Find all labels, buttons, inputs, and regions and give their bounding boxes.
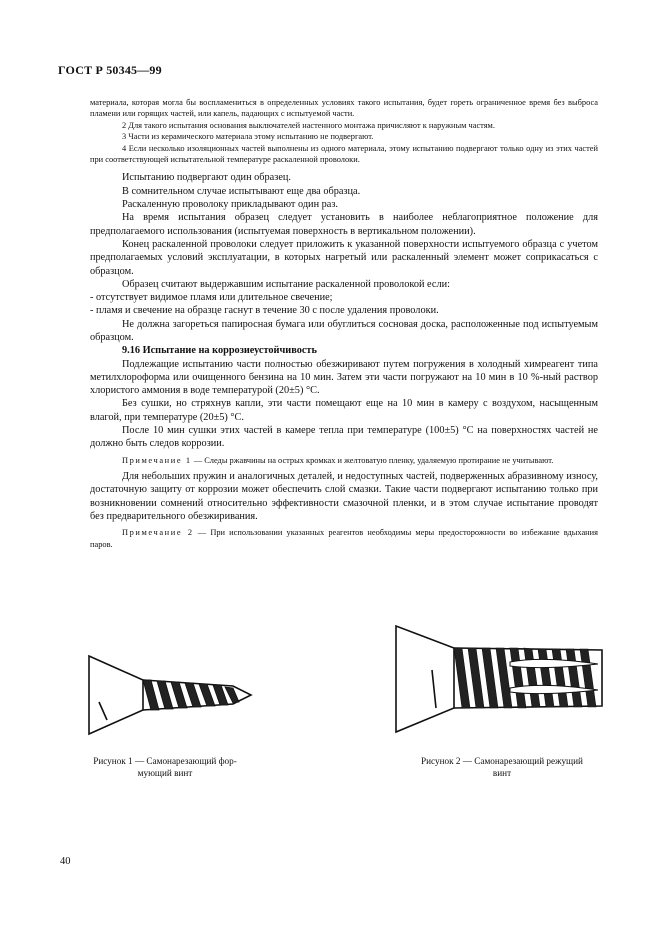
paragraph: В сомнительном случае испытывают еще два образца. bbox=[122, 185, 361, 197]
paragraph: Конец раскаленной проволоки следует приложить к указанной поверхности испытуемого образца с учетом предполагаемых условий эксплуатации, в которых нагретый или раскаленный элемент может соприкасаться с образцом. bbox=[90, 238, 598, 277]
page-number: 40 bbox=[60, 856, 71, 867]
continued-paragraph: материала, которая могла бы воспламениться в определенных условиях такого испытания, будет гореть ограниченное время без выброса пламени или горящих частей, или капель, падающих с испытуемой части. bbox=[90, 98, 598, 119]
paragraph: Для небольших пружин и аналогичных деталей, и недоступных частей, подверженных абразивному износу, достаточную защиту от коррозии может обеспечить слой смазки. Такие части подвергают испытанию только при возникновении сомнений относительно эффективности смазочной пленки, и в этом случае испытание проводят без предварительного обезжиривания. bbox=[90, 471, 598, 522]
paragraph: Испытанию подвергают один образец. bbox=[122, 172, 291, 184]
figure-2-screw-drawing bbox=[392, 622, 607, 737]
note-2 bbox=[90, 527, 598, 550]
list-item: - пламя и свечение на образце гаснут в течение 30 с после удаления проволоки. bbox=[90, 305, 439, 317]
note-1-text: — Следы ржавчины на острых кромках и желтоватую пленку, удаляемую протирание не учитывают. bbox=[191, 455, 554, 465]
figure-1-caption bbox=[60, 756, 270, 779]
paragraph: После 10 мин сушки этих частей в камере тепла при температуре (100±5) °С на поверхностях частей не должно быть следов коррозии. bbox=[90, 425, 598, 450]
note-3-small: 3 Части из керамического материала этому испытанию не подвергают. bbox=[122, 132, 374, 142]
paragraph: Подлежащие испытанию части полностью обезжиривают путем погружения в холодный химреагент типа метилхлороформа или очищенного бензина на 10 мин. Затем эти части погружают на 10 мин в 10 %-ный раствор хлористого аммония в воде температурой (20±5) °С. bbox=[90, 358, 598, 397]
note-2-text: — При использовании указанных реагентов необходимы меры предосторожности во избежание вдыхания паров. bbox=[90, 528, 598, 549]
figure-1-screw-drawing bbox=[85, 650, 255, 740]
paragraph: Раскаленную проволоку прикладывают один раз. bbox=[122, 199, 339, 211]
paragraph: Не должна загореться папиросная бумага или обуглиться сосновая доска, расположенные под испытуемым образцом. bbox=[90, 318, 598, 343]
list-item: - отсутствует видимое пламя или длительное свечение; bbox=[90, 292, 333, 304]
figure-2-caption bbox=[392, 756, 612, 779]
figure-1-caption-line-1: Рисунок 1 — Самонарезающий фор- bbox=[93, 756, 237, 766]
note-1-label: Примечание 1 bbox=[122, 455, 192, 465]
note-1 bbox=[90, 455, 598, 466]
note-2-label: Примечание 2 bbox=[122, 528, 194, 538]
note-4-small: 4 Если несколько изоляционных частей выполнены из одного материала, этому испытанию подвергают только одну из этих частей при соответствующей испытательной температуре раскаленной проволоки. bbox=[90, 143, 598, 165]
note-2-small: 2 Для такого испытания основания выключателей настенного монтажа причисляют к наружным частям. bbox=[122, 120, 495, 130]
figure-2-caption-line-1: Рисунок 2 — Самонарезающий режущий bbox=[421, 756, 583, 766]
figure-1-caption-line-2: мующий винт bbox=[137, 767, 193, 778]
section-heading: 9.16 Испытание на коррозиеустойчивость bbox=[122, 345, 317, 357]
document-header: ГОСТ Р 50345—99 bbox=[58, 63, 162, 77]
paragraph: Без сушки, но стряхнув капли, эти части помещают еще на 10 мин в камеру с воздухом, насыщенным влагой, при температуре (20±5) °С. bbox=[90, 398, 598, 423]
figure-2-caption-line-2: винт bbox=[492, 767, 512, 778]
paragraph: На время испытания образец следует установить в наиболее неблагоприятное положение для предполагаемого использования (испытуемая поверхность в вертикальном положении). bbox=[90, 212, 598, 237]
body-top-block bbox=[90, 97, 598, 550]
paragraph: Образец считают выдержавшим испытание раскаленной проволокой если: bbox=[122, 278, 450, 290]
